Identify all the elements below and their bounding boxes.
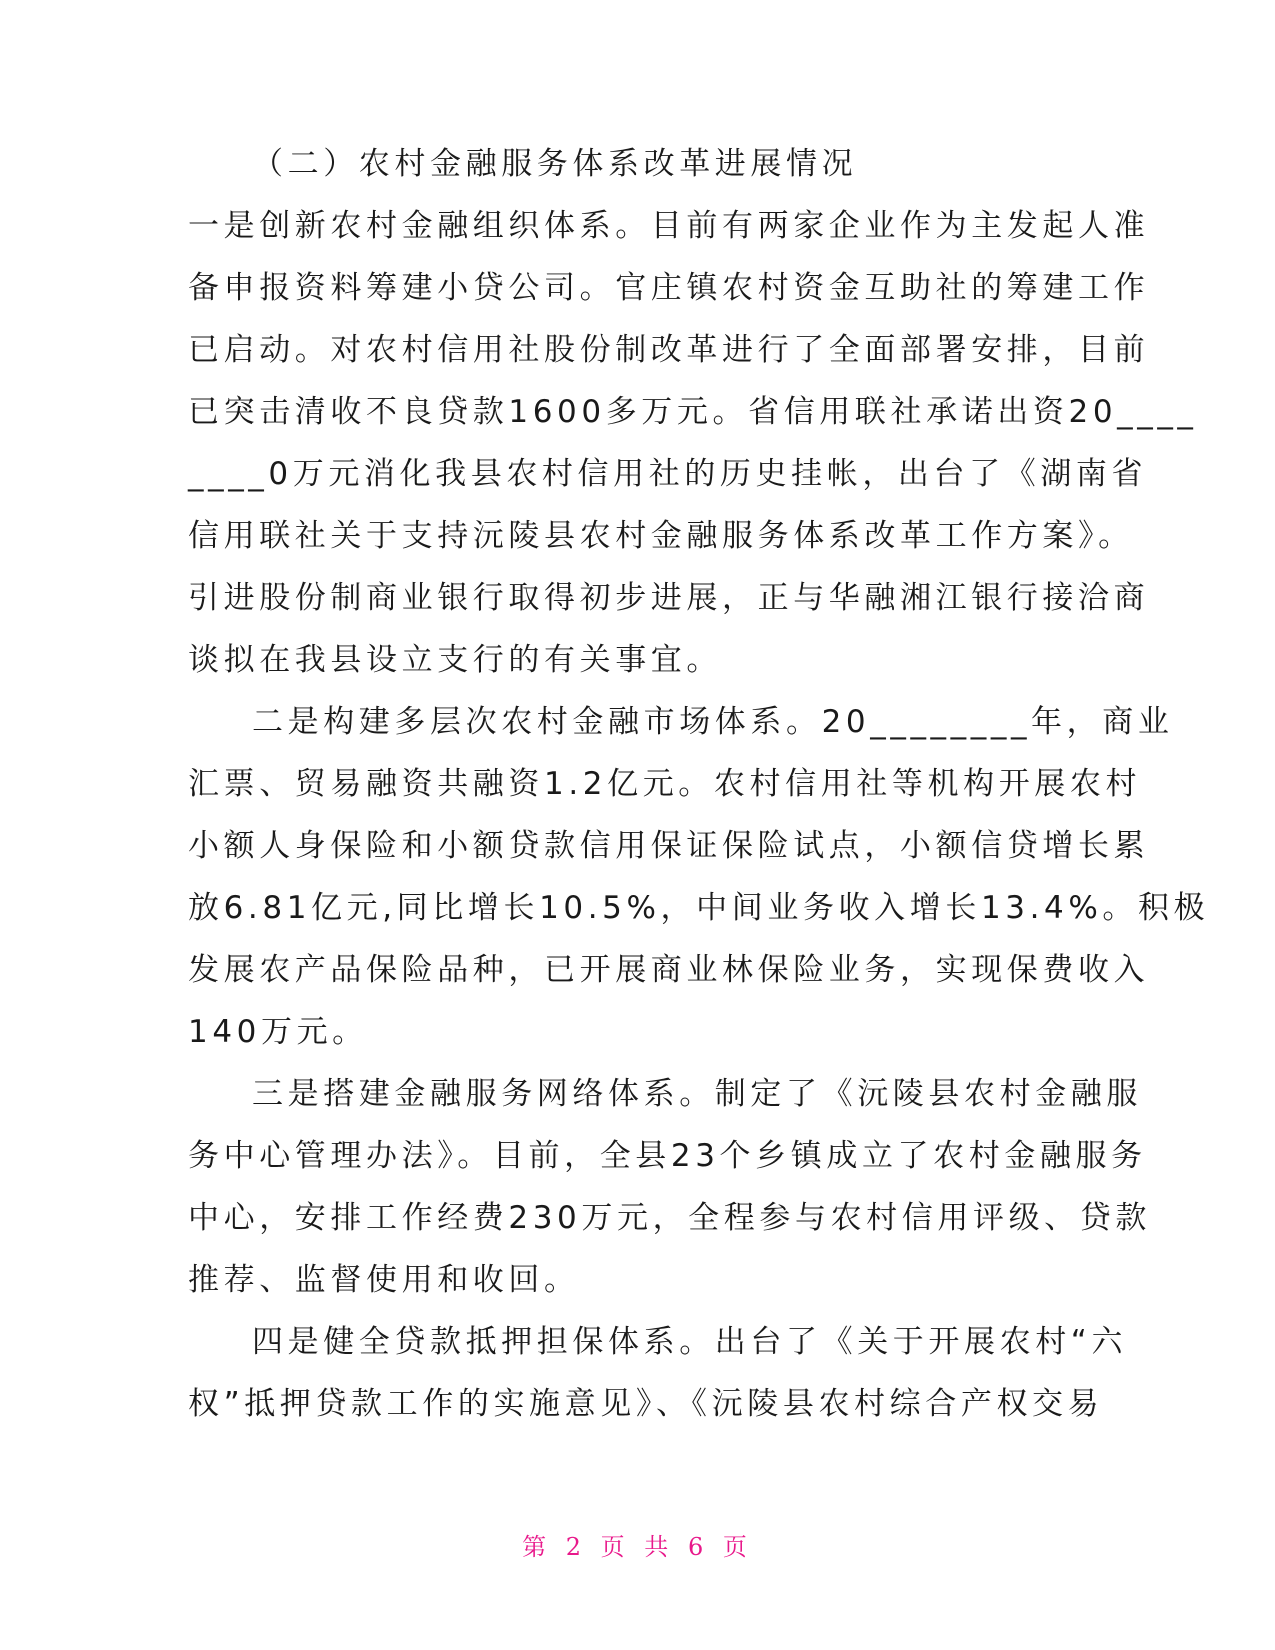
body-line: 信用联社关于支持沅陵县农村金融服务体系改革工作方案》。 bbox=[188, 518, 1134, 554]
body-line: 一是创新农村金融组织体系。目前有两家企业作为主发起人准 bbox=[188, 208, 1150, 244]
body-line: 140万元。 bbox=[188, 1014, 368, 1050]
body-line: 小额人身保险和小额贷款信用保证保险试点，小额信贷增长累 bbox=[188, 828, 1150, 864]
body-line: 已突击清收不良贷款1600多万元。省信用联社承诺出资20____ bbox=[188, 394, 1198, 430]
body-line: 务中心管理办法》。目前，全县23个乡镇成立了农村金融服务 bbox=[188, 1138, 1147, 1174]
body-line: 推荐、监督使用和收回。 bbox=[188, 1262, 580, 1298]
body-line: 权”抵押贷款工作的实施意见》、《沅陵县农村综合产权交易 bbox=[188, 1386, 1104, 1422]
body-line: 汇票、贸易融资共融资1.2亿元。农村信用社等机构开展农村 bbox=[188, 766, 1142, 802]
body-line: ____0万元消化我县农村信用社的历史挂帐，出台了《湖南省 bbox=[188, 456, 1148, 492]
page-number-footer: 第 2 页 共 6 页 bbox=[522, 1533, 753, 1561]
body-line: 发展农产品保险品种，已开展商业林保险业务，实现保费收入 bbox=[188, 952, 1150, 988]
body-line: 二是构建多层次农村金融市场体系。20________年，商业 bbox=[252, 704, 1174, 740]
body-line: 已启动。对农村信用社股份制改革进行了全面部署安排，目前 bbox=[188, 332, 1150, 368]
body-line: 谈拟在我县设立支行的有关事宜。 bbox=[188, 642, 722, 678]
body-line: 四是健全贷款抵押担保体系。出台了《关于开展农村“六 bbox=[252, 1324, 1128, 1360]
body-line: 备申报资料筹建小贷公司。官庄镇农村资金互助社的筹建工作 bbox=[188, 270, 1150, 306]
body-line: 中心，安排工作经费230万元，全程参与农村信用评级、贷款 bbox=[188, 1200, 1151, 1236]
section-heading: （二）农村金融服务体系改革进展情况 bbox=[252, 146, 858, 182]
body-line: 放6.81亿元,同比增长10.5%，中间业务收入增长13.4%。积极 bbox=[188, 890, 1210, 926]
body-line: 三是搭建金融服务网络体系。制定了《沅陵县农村金融服 bbox=[252, 1076, 1142, 1112]
body-line: 引进股份制商业银行取得初步进展，正与华融湘江银行接洽商 bbox=[188, 580, 1150, 616]
